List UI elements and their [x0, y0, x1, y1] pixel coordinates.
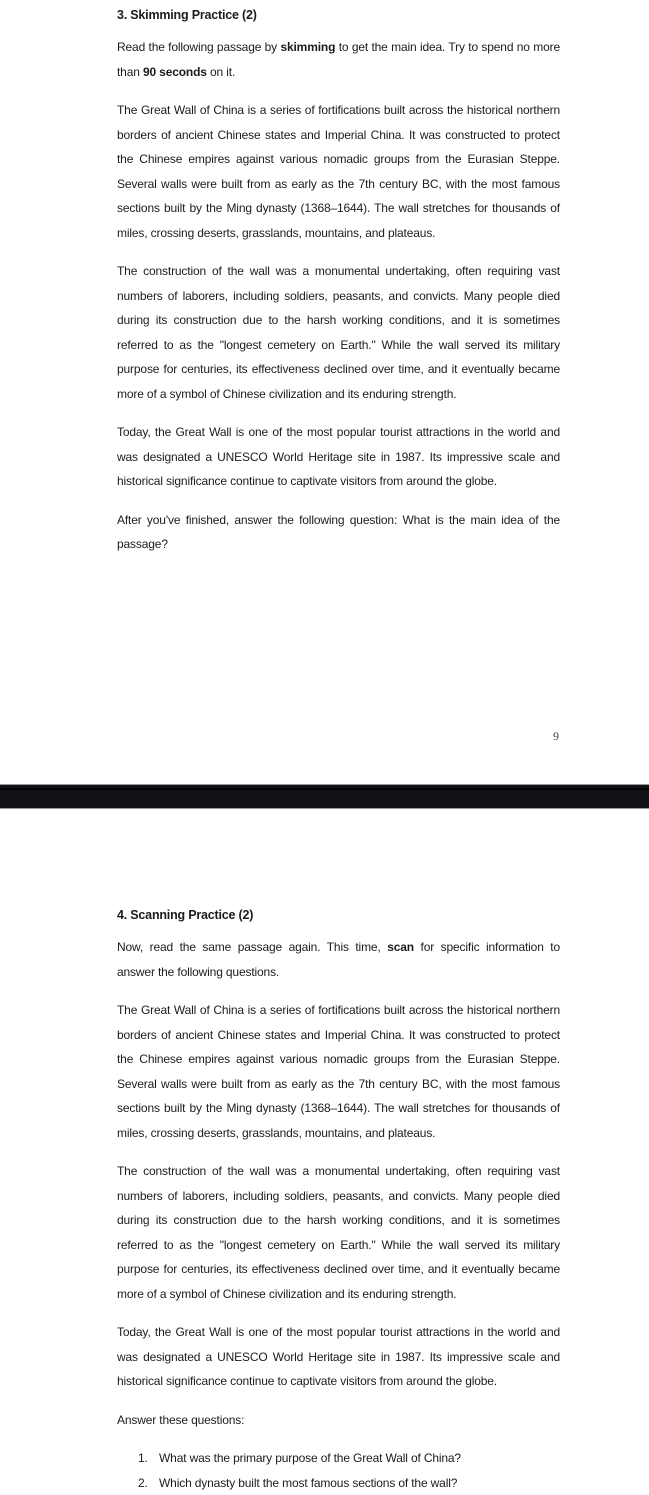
- instruction-text: Read the following passage by: [117, 40, 281, 54]
- passage-paragraph-3: Today, the Great Wall is one of the most popular tourist attractions in the world and was designated a UNESCO World Heritage site in 1987. Its impressive scale and historical significance continue to captivate visitors from around the globe.: [117, 1325, 560, 1388]
- question-number: 1.: [138, 1451, 148, 1465]
- page-content: [117, 904, 560, 1495]
- page-content: [117, 4, 560, 571]
- instruction-emphasis-time: 90 seconds: [142, 64, 207, 79]
- instruction-text: for specific information to answer the following questions.: [117, 940, 560, 979]
- passage-paragraph-2: The construction of the wall was a monumental undertaking, often requiring vast numbers of laborers, including soldiers, peasants, and convicts. Many people died during its construction due to the harsh working conditions, and it is sometimes referred to as the "longest cemetery on Earth." While the wall served its military purpose for centuries, its effectiveness declined over time, and it eventually became more of a symbol of Chinese civilization and its enduring strength.: [117, 264, 560, 401]
- question-text: Which dynasty built the most famous sections of the wall?: [159, 1475, 458, 1490]
- passage-paragraph-1: The Great Wall of China is a series of fortifications built across the historical northern borders of ancient Chinese states and Imperial China. It was constructed to protect the Chinese empires against various nomadic groups from the Eurasian Steppe. Several walls were built from as early as the 7th century BC, with the most famous sections built by the Ming dynasty (1368–1644). The wall stretches for thousands of miles, crossing deserts, grasslands, mountains, and plateaus.: [117, 103, 560, 240]
- question-item-2: [117, 1471, 560, 1495]
- page-number: 9: [553, 729, 559, 743]
- passage-paragraph-3: Today, the Great Wall is one of the most popular tourist attractions in the world and was designated a UNESCO World Heritage site in 1987. Its impressive scale and historical significance continue to captivate visitors from around the globe.: [117, 425, 560, 488]
- question-list: [117, 1446, 560, 1495]
- instruction-text: to get the main idea. Try to spend no more than: [117, 40, 560, 79]
- section-heading-skimming: 3. Skimming Practice (2): [117, 8, 257, 22]
- document-page-10: [0, 809, 649, 1495]
- scanning-instruction: [117, 935, 560, 984]
- main-idea-question: After you've finished, answer the following question: What is the main idea of the passage?: [117, 512, 560, 551]
- page-break-divider: [0, 784, 649, 809]
- section-heading-scanning: 4. Scanning Practice (2): [117, 908, 254, 922]
- question-number: 2.: [138, 1475, 148, 1490]
- instruction-text: Now, read the same passage again. This time,: [117, 940, 388, 954]
- question-item-1: [117, 1446, 560, 1471]
- questions-label: Answer these questions:: [117, 1412, 245, 1427]
- passage-paragraph-2: The construction of the wall was a monumental undertaking, often requiring vast numbers of laborers, including soldiers, peasants, and convicts. Many people died during its construction due to the harsh working conditions, and it is sometimes referred to as the "longest cemetery on Earth." While the wall served its military purpose for centuries, its effectiveness declined over time, and it eventually became more of a symbol of Chinese civilization and its enduring strength.: [117, 1164, 560, 1301]
- instruction-emphasis-scan: scan: [387, 940, 414, 954]
- skimming-instruction: [117, 35, 560, 84]
- instruction-emphasis-skimming: skimming: [280, 40, 336, 54]
- passage-paragraph-1: The Great Wall of China is a series of fortifications built across the historical northern borders of ancient Chinese states and Imperial China. It was constructed to protect the Chinese empires against various nomadic groups from the Eurasian Steppe. Several walls were built from as early as the 7th century BC, with the most famous sections built by the Ming dynasty (1368–1644). The wall stretches for thousands of miles, crossing deserts, grasslands, mountains, and plateaus.: [117, 1003, 560, 1140]
- question-text: What was the primary purpose of the Great Wall of China?: [159, 1451, 461, 1465]
- instruction-text: on it.: [206, 64, 236, 79]
